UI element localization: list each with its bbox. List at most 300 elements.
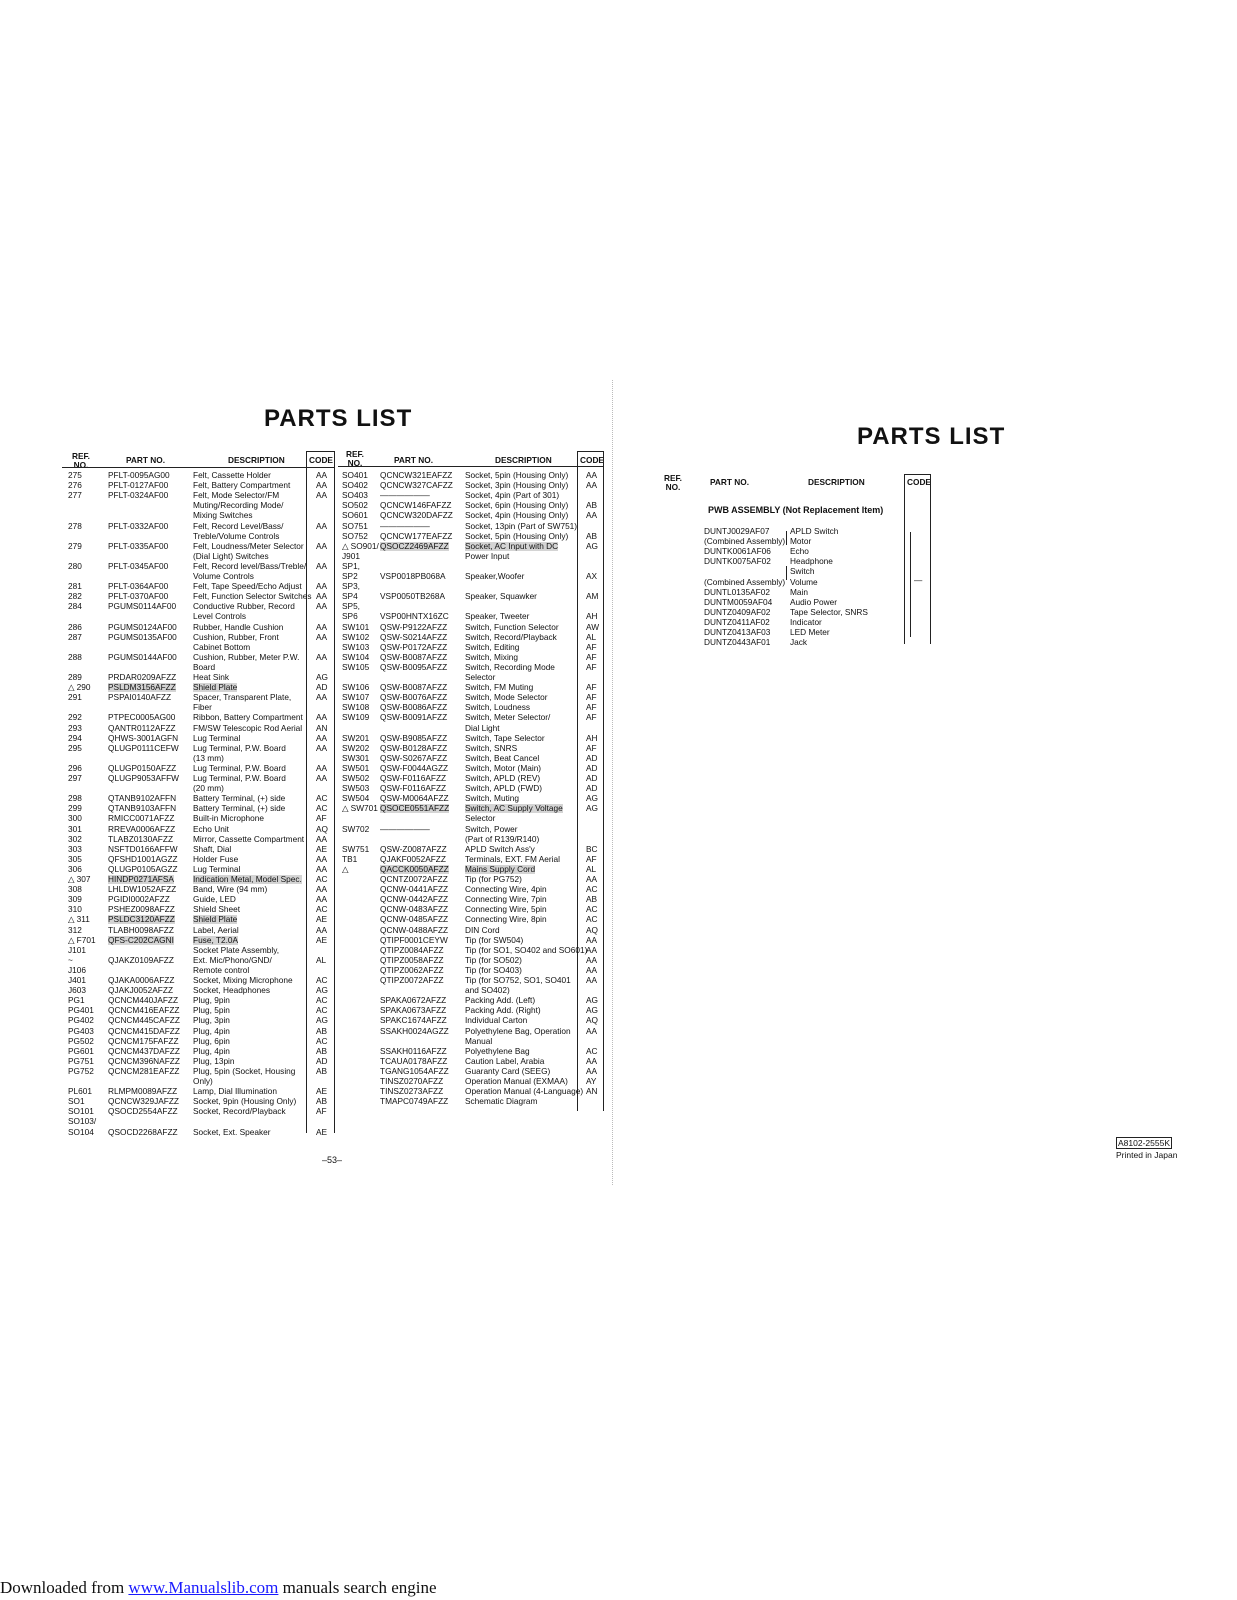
code: AA xyxy=(316,762,328,773)
part-no: QCNW-0441AFZZ xyxy=(380,884,449,895)
code: AA xyxy=(316,520,328,531)
ref-no: △ SW701 xyxy=(342,803,378,814)
code: AG xyxy=(316,672,328,682)
ref-no: SO101 xyxy=(68,1106,94,1117)
description: Ribbon, Battery Compartment xyxy=(193,712,303,723)
part-no: QSW-B9085AFZZ xyxy=(380,732,448,743)
part-no: QTANB9103AFFN xyxy=(108,803,177,814)
code-box-top-2 xyxy=(577,451,603,452)
doc-number xyxy=(1116,1138,1172,1148)
part-no: QCNCW177EAFZZ xyxy=(380,530,453,541)
description: Selector xyxy=(465,813,496,824)
code-col-line-1 xyxy=(306,451,307,1133)
part-no: QCNCM281EAFZZ xyxy=(108,1065,180,1076)
code: AD xyxy=(586,752,598,763)
ref-no: PG502 xyxy=(68,1035,94,1046)
code: AA xyxy=(586,874,598,884)
code: AG xyxy=(586,1005,598,1016)
page-title-right: PARTS LIST xyxy=(857,423,1006,450)
part-no-r: DUNTJ0029AF07 xyxy=(704,526,770,536)
code: AD xyxy=(586,783,598,794)
description: Level Controls xyxy=(193,611,247,622)
code: AF xyxy=(586,712,597,723)
part-no: QFSHD1001AGZZ xyxy=(108,853,178,864)
description-r: Switch xyxy=(790,566,815,577)
part-no: QCNCW146FAFZZ xyxy=(380,500,452,511)
description: Switch, Power xyxy=(465,823,518,834)
description: Switch, FM Muting xyxy=(465,682,534,693)
part-no: PGIDI0002AFZZ xyxy=(108,894,170,905)
code: AD xyxy=(586,773,598,783)
footer-suffix: manuals search engine xyxy=(278,1578,437,1597)
part-no: PFLT-0332AF00 xyxy=(108,520,169,531)
part-no: QCNW-0442AFZZ xyxy=(380,894,449,905)
description: Ext. Mic/Phono/GND/ xyxy=(193,954,272,965)
part-no: TCAUA0178AFZZ xyxy=(380,1055,448,1066)
ref-no: SO402 xyxy=(342,480,368,491)
description: Remote control xyxy=(193,964,250,975)
description: Switch, Beat Cancel xyxy=(465,752,540,763)
ref-no: J101 xyxy=(68,944,86,955)
part-no: SSAKH0116AFZZ xyxy=(380,1045,447,1056)
ref-no: SP4 xyxy=(342,591,358,602)
code: AA xyxy=(316,490,328,501)
description: Operation Manual (EXMAA) xyxy=(465,1076,568,1086)
ref-no: 278 xyxy=(68,520,82,531)
ref-no: SO601 xyxy=(342,510,368,521)
ref-no: 277 xyxy=(68,490,82,501)
ref-no: 308 xyxy=(68,884,82,895)
ref-no: PG402 xyxy=(68,1015,94,1026)
description: Fuse, T2.0A xyxy=(193,934,239,945)
header-desc: DESCRIPTION xyxy=(228,455,285,465)
ref-no: SW501 xyxy=(342,762,370,773)
code: AA xyxy=(316,601,328,612)
description-r: Volume xyxy=(790,576,818,587)
part-no: QCNCM445CAFZZ xyxy=(108,1015,180,1026)
part-no: QCNCW321EAFZZ xyxy=(380,470,453,480)
description: (Part of R139/R140) xyxy=(465,833,540,844)
ref-no: SO751 xyxy=(342,520,368,531)
part-no-r: DUNTZ0413AF03 xyxy=(704,627,771,637)
code: AE xyxy=(316,914,328,925)
ref-no: SW202 xyxy=(342,742,370,753)
part-no: HINDP0271AFSA xyxy=(108,874,174,884)
part-no: QCNCM415DAFZZ xyxy=(108,1025,180,1036)
ref-no: ~ xyxy=(68,954,73,965)
description: Switch, Loudness xyxy=(465,702,531,713)
page-number: –53– xyxy=(322,1155,343,1165)
description: Felt, Loudness/Meter Selector xyxy=(193,540,304,551)
description: Switch, APLD (FWD) xyxy=(465,783,542,794)
ref-no: SO103/ xyxy=(68,1116,97,1127)
part-no-r: DUNTZ0443AF01 xyxy=(704,637,771,648)
description: DIN Cord xyxy=(465,924,500,935)
ref-no: 302 xyxy=(68,833,82,844)
brace-2 xyxy=(786,566,787,580)
part-no: QSW-P0172AFZZ xyxy=(380,641,448,652)
code: AB xyxy=(586,894,598,905)
description: Plug, 6pin xyxy=(193,1035,230,1046)
code: AA xyxy=(316,833,328,844)
description-r: Motor xyxy=(790,536,812,547)
ref-no: PG403 xyxy=(68,1025,94,1036)
part-no: QSW-M0064AFZZ xyxy=(380,793,449,804)
page-title-left: PARTS LIST xyxy=(264,405,413,432)
download-footer xyxy=(0,1578,437,1598)
ref-no: SW103 xyxy=(342,641,370,652)
code: BC xyxy=(586,843,598,854)
code: AA xyxy=(316,591,328,602)
code: AE xyxy=(316,934,328,945)
part-no: VSP0050TB268A xyxy=(380,591,446,602)
ref-no: △ 311 xyxy=(68,914,90,925)
description: Power Input xyxy=(465,550,510,561)
code: AL xyxy=(316,954,327,965)
description: Heat Sink xyxy=(193,672,229,682)
part-no: QCNCW320DAFZZ xyxy=(380,510,453,521)
part-no: TINSZ0270AFZZ xyxy=(380,1076,444,1086)
code: AF xyxy=(586,682,597,693)
part-no: QCNCM396NAFZZ xyxy=(108,1055,180,1066)
ref-no: SW751 xyxy=(342,843,370,854)
part-no: QANTR0112AFZZ xyxy=(108,722,176,733)
part-no: QSOCE0551AFZZ xyxy=(380,803,450,814)
part-no: PSPAI0140AFZZ xyxy=(108,692,172,703)
ref-no: PG401 xyxy=(68,1005,94,1016)
ref-no: SW301 xyxy=(342,752,370,763)
ref-no: 284 xyxy=(68,601,82,612)
code: AF xyxy=(586,853,597,864)
description: Switch, Motor (Main) xyxy=(465,762,542,773)
code: AF xyxy=(586,651,597,662)
brace-1 xyxy=(786,531,787,545)
description: Felt, Function Selector Switches xyxy=(193,591,312,602)
section-title: PWB ASSEMBLY (Not Replacement Item) xyxy=(708,505,884,515)
description: Fiber xyxy=(193,702,212,713)
ref-no: 299 xyxy=(68,803,82,814)
part-no: PFLT-0345AF00 xyxy=(108,560,169,571)
description: Mixing Switches xyxy=(193,510,253,521)
description: Socket, 4pin (Part of 301) xyxy=(465,490,560,501)
code: AQ xyxy=(586,924,598,935)
ref-no: 288 xyxy=(68,651,82,662)
ref-no: 281 xyxy=(68,581,82,592)
part-no-r: DUNTK0061AF06 xyxy=(704,546,771,557)
header-code-2: CODE xyxy=(580,455,604,465)
ref-no: SW702 xyxy=(342,823,370,834)
footer-prefix: Downloaded from xyxy=(0,1578,129,1597)
ref-no: 289 xyxy=(68,672,82,682)
code-col-line-3 xyxy=(577,451,578,1111)
description: Cushion, Rubber, Meter P.W. xyxy=(193,651,300,662)
ref-no: SO401 xyxy=(342,470,368,480)
description: Spacer, Transparent Plate, xyxy=(193,692,292,703)
description: Switch, Mixing xyxy=(465,651,519,662)
code: AQ xyxy=(316,823,328,834)
part-no-r: DUNTM0059AF04 xyxy=(704,596,773,607)
description: Plug, 4pin xyxy=(193,1045,230,1056)
ref-no: 280 xyxy=(68,560,82,571)
part-no: RLMPM0089AFZZ xyxy=(108,1086,178,1097)
ref-no: SP5, xyxy=(342,601,360,612)
ref-no: 312 xyxy=(68,924,82,935)
description-r: Jack xyxy=(790,637,808,648)
description: Tip (for SO1, SO402 and SO601) xyxy=(465,944,588,955)
part-no: TINSZ0273AFZZ xyxy=(380,1086,444,1097)
header-desc-r: DESCRIPTION xyxy=(808,477,865,487)
description: Tip (for SW504) xyxy=(465,934,524,945)
part-no: —————— xyxy=(380,520,430,531)
description: Plug, 3pin xyxy=(193,1015,230,1026)
code: AG xyxy=(586,540,598,551)
description: (13 mm) xyxy=(193,752,224,763)
part-no: QLUGP0105AGZZ xyxy=(108,863,178,874)
part-no: QSW-B0095AFZZ xyxy=(380,661,448,672)
code: AA xyxy=(316,631,328,642)
code: AC xyxy=(586,904,598,915)
part-no: TGANG1054AFZZ xyxy=(380,1065,449,1076)
part-no: QHWS-3001AGFN xyxy=(108,732,179,743)
code: AB xyxy=(316,1096,328,1107)
ref-no: 291 xyxy=(68,692,82,703)
part-no: QCNCM175FAFZZ xyxy=(108,1035,179,1046)
part-no: QSW-B0128AFZZ xyxy=(380,742,448,753)
code: AA xyxy=(316,621,328,632)
ref-no: SO403 xyxy=(342,490,368,501)
part-no: QLUGP0111CEFW xyxy=(108,742,179,753)
code: AA xyxy=(316,651,328,662)
ref-no: 301 xyxy=(68,823,82,834)
ref-no: SW504 xyxy=(342,793,370,804)
code: AC xyxy=(586,914,598,925)
code: AA xyxy=(586,1025,598,1036)
header-code: CODE xyxy=(309,455,333,465)
code: AG xyxy=(316,1015,328,1026)
description: Socket, Record/Playback xyxy=(193,1106,286,1117)
description: Switch, APLD (REV) xyxy=(465,773,541,783)
description: Plug, 9pin xyxy=(193,995,230,1006)
code: AF xyxy=(586,742,597,753)
ref-no: △ 290 xyxy=(68,682,91,693)
code: AG xyxy=(586,793,598,804)
description: and SO402) xyxy=(465,985,510,996)
description: Socket, 5pin (Housing Only) xyxy=(465,470,569,480)
description: Cabinet Bottom xyxy=(193,641,251,652)
description: (20 mm) xyxy=(193,783,224,794)
description: Switch, Tape Selector xyxy=(465,732,545,743)
part-no: PFLT-0127AF00 xyxy=(108,480,169,491)
part-no: PFLT-0370AF00 xyxy=(108,591,169,602)
ref-no: 286 xyxy=(68,621,82,632)
code: AA xyxy=(316,712,328,723)
description: Operation Manual (4-Language) xyxy=(465,1086,584,1097)
header-code-r: CODE xyxy=(907,477,931,487)
code: AC xyxy=(316,1005,328,1016)
code: AC xyxy=(316,995,328,1006)
part-no: QSOCD2268AFZZ xyxy=(108,1126,178,1137)
description: Guide, LED xyxy=(193,894,236,905)
description: Packing Add. (Left) xyxy=(465,995,536,1006)
part-no: TLABZ0130AFZZ xyxy=(108,833,174,844)
header-rule-1 xyxy=(62,467,334,468)
part-no: SPAKA0673AFZZ xyxy=(380,1005,447,1016)
description: Switch, SNRS xyxy=(465,742,518,753)
part-no: QCNW-0483AFZZ xyxy=(380,904,449,915)
description: Socket, Ext. Speaker xyxy=(193,1126,271,1137)
ref-no: 310 xyxy=(68,904,82,915)
description: Built-in Microphone xyxy=(193,813,265,824)
description: Plug, 13pin xyxy=(193,1055,235,1066)
description: Tip (for SO502) xyxy=(465,954,522,965)
code: AA xyxy=(316,894,328,905)
description: Lug Terminal, P.W. Board xyxy=(193,773,286,783)
code: AC xyxy=(586,1045,598,1056)
part-no-r: DUNTZ0409AF02 xyxy=(704,606,771,617)
code: AA xyxy=(586,954,598,965)
ref-no: 294 xyxy=(68,732,82,743)
part-no: SPAKA0672AFZZ xyxy=(380,995,447,1006)
code: AN xyxy=(316,722,328,733)
description: Individual Carton xyxy=(465,1015,528,1026)
part-no: QCNCM437DAFZZ xyxy=(108,1045,180,1056)
description: Plug, 5pin xyxy=(193,1005,230,1016)
ref-no: 306 xyxy=(68,863,82,874)
part-no: QSW-S0267AFZZ xyxy=(380,752,448,763)
description: Socket, AC Input with DC xyxy=(465,540,559,551)
part-no: TLABH0098AFZZ xyxy=(108,924,174,935)
description: Lug Terminal, P.W. Board xyxy=(193,762,286,773)
description: Switch, Mode Selector xyxy=(465,692,548,703)
part-no-r: DUNTL0135AF02 xyxy=(704,586,770,597)
part-no: QSW-B0087AFZZ xyxy=(380,651,448,662)
ref-no: SW106 xyxy=(342,682,370,693)
description: Lug Terminal, P.W. Board xyxy=(193,742,286,753)
ref-no: J106 xyxy=(68,964,86,975)
description-r: Audio Power xyxy=(790,596,838,607)
description: Socket Plate Assembly, xyxy=(193,944,280,955)
part-no: RMICC0071AFZZ xyxy=(108,813,175,824)
description: Schematic Diagram xyxy=(465,1096,538,1107)
description: Connecting Wire, 4pin xyxy=(465,884,547,895)
ref-no: PG1 xyxy=(68,995,85,1006)
part-no: QTANB9102AFFN xyxy=(108,793,177,804)
description: Socket, 3pin (Housing Only) xyxy=(465,480,569,491)
ref-no: 275 xyxy=(68,470,82,480)
code: AA xyxy=(316,773,328,783)
ref-no: SP6 xyxy=(342,611,358,622)
ref-no: 303 xyxy=(68,843,82,854)
description: Socket, 9pin (Housing Only) xyxy=(193,1096,297,1107)
ref-no: SW502 xyxy=(342,773,370,783)
code: AF xyxy=(586,641,597,652)
code: AC xyxy=(316,874,328,884)
code: AG xyxy=(586,995,598,1006)
part-no: QTIPZ0058AFZZ xyxy=(380,954,444,965)
description: Socket, Headphones xyxy=(193,985,271,996)
manualslib-link[interactable]: www.Manualslib.com xyxy=(128,1578,279,1597)
code: AH xyxy=(586,732,598,743)
description: Battery Terminal, (+) side xyxy=(193,793,286,804)
code: AA xyxy=(316,742,328,753)
description: Plug, 5pin (Socket, Housing xyxy=(193,1065,296,1076)
ref-no: 292 xyxy=(68,712,82,723)
description: Switch, Editing xyxy=(465,641,520,652)
part-no: QSW-P9122AFZZ xyxy=(380,621,448,632)
code: AF xyxy=(316,813,327,824)
ref-no: △ F701 xyxy=(68,934,96,945)
part-no: QSW-B0076AFZZ xyxy=(380,692,448,703)
code: AA xyxy=(316,581,328,592)
header-part: PART NO. xyxy=(126,455,166,465)
description: Guaranty Card (SEEG) xyxy=(465,1065,551,1076)
header-desc-2: DESCRIPTION xyxy=(495,455,552,465)
description: Label, Aerial xyxy=(193,924,239,935)
ref-no: SP1, xyxy=(342,560,360,571)
part-no: QCNCM440JAFZZ xyxy=(108,995,179,1006)
ref-no: 276 xyxy=(68,480,82,491)
description: Socket, 5pin (Housing Only) xyxy=(465,530,569,541)
part-no-r: DUNTZ0411AF02 xyxy=(704,616,770,627)
part-no: QFS-C202CAGNI xyxy=(108,934,174,945)
ref-no: 296 xyxy=(68,762,82,773)
code: AH xyxy=(586,611,598,622)
description: Lamp, Dial Illumination xyxy=(193,1086,277,1097)
part-no: RREVA0006AFZZ xyxy=(108,823,176,834)
description: Lug Terminal xyxy=(193,863,241,874)
ref-no: △ 307 xyxy=(68,874,91,884)
description: Tip (for PG752) xyxy=(465,874,522,884)
part-no: PSLDM3156AFZZ xyxy=(108,682,176,693)
description: Lug Terminal xyxy=(193,732,241,743)
code: AA xyxy=(586,964,598,975)
code: AA xyxy=(316,732,328,743)
brace-code xyxy=(910,532,911,637)
ref-no: 295 xyxy=(68,742,82,753)
description: (Dial Light) Switches xyxy=(193,550,269,561)
description: Speaker, Squawker xyxy=(465,591,537,602)
header-part-r: PART NO. xyxy=(710,477,750,487)
description: Switch, Function Selector xyxy=(465,621,559,632)
code: AW xyxy=(586,621,600,632)
code: AA xyxy=(316,853,328,864)
code: AG xyxy=(586,803,598,814)
ref-no: 297 xyxy=(68,773,82,783)
part-no: PTPEC0005AG00 xyxy=(108,712,176,723)
part-no: QSW-F0116AFZZ xyxy=(380,783,447,794)
description: Only) xyxy=(193,1076,213,1086)
part-no: PGUMS0114AF00 xyxy=(108,601,177,612)
printed-in-japan: Printed in Japan xyxy=(1116,1150,1178,1160)
code: AA xyxy=(316,480,328,491)
code: AC xyxy=(316,803,328,814)
code: AQ xyxy=(586,1015,598,1026)
description: Indication Metal, Model Spec. xyxy=(193,874,302,884)
description: Socket, 4pin (Housing Only) xyxy=(465,510,569,521)
description: Rubber, Handle Cushion xyxy=(193,621,284,632)
code: AD xyxy=(316,1055,328,1066)
part-no-r: (Combined Assembly) xyxy=(704,536,786,547)
description: Felt, Tape Speed/Echo Adjust xyxy=(193,581,302,592)
description: Conductive Rubber, Record xyxy=(193,601,295,612)
part-no: QSW-Z0087AFZZ xyxy=(380,843,447,854)
code-col-line-2 xyxy=(334,451,335,1133)
description: Shield Plate xyxy=(193,682,238,693)
description: Treble/Volume Controls xyxy=(193,530,280,541)
part-no: NSFTD0166AFFW xyxy=(108,843,178,854)
code: AE xyxy=(316,1086,328,1097)
ref-no: SW102 xyxy=(342,631,370,642)
